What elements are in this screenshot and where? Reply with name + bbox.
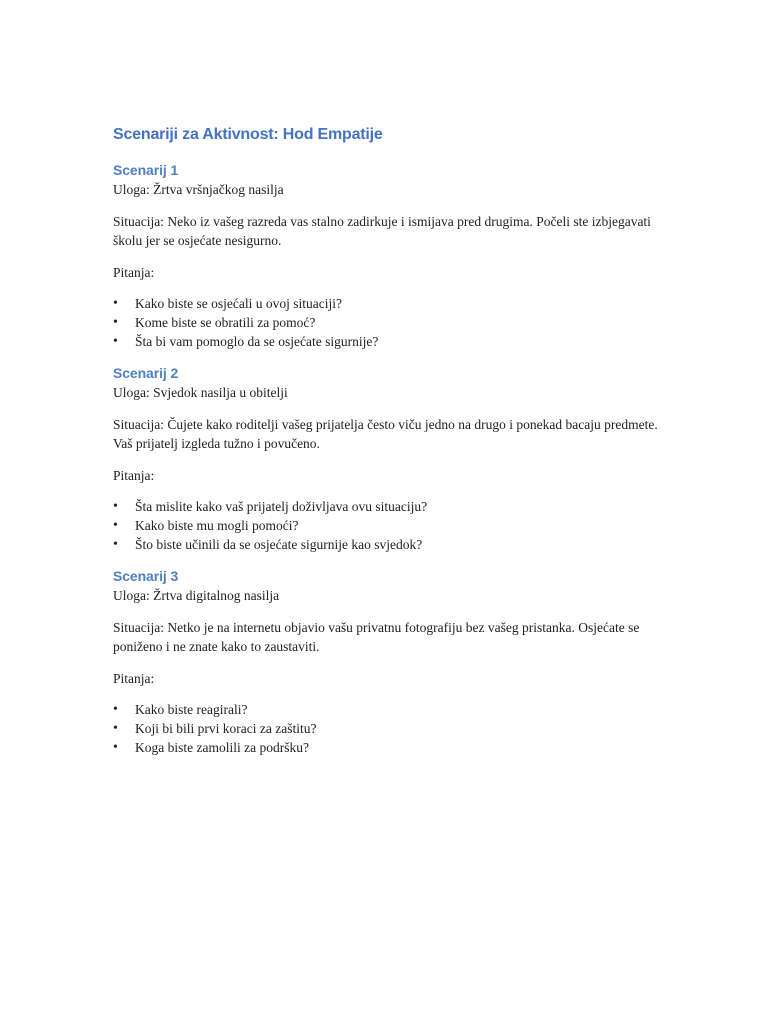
bullet-icon: • [113, 721, 118, 736]
question-text: Kako biste se osjećali u ovoj situaciji? [135, 296, 342, 311]
list-item [113, 738, 673, 757]
list-item [113, 700, 673, 719]
list-item [113, 332, 673, 351]
scenario-heading: Scenarij 3 [113, 568, 179, 584]
bullet-icon: • [113, 315, 118, 330]
questions-list [113, 700, 673, 757]
scenario-situation: Situacija: Netko je na internetu objavio vašu privatnu fotografiju bez vašeg pristanka. Osjećate se poniženo i ne znate kako to zaustaviti. [113, 620, 640, 654]
scenario-heading: Scenarij 2 [113, 365, 179, 381]
questions-label: Pitanja: [113, 671, 155, 686]
bullet-icon: • [113, 702, 118, 717]
questions-label: Pitanja: [113, 468, 155, 483]
bullet-icon: • [113, 518, 118, 533]
scenario-situation: Situacija: Neko iz vašeg razreda vas stalno zadirkuje i ismijava pred drugima. Počeli ste izbjegavati školu jer se osjećate nesigurno. [113, 214, 651, 248]
scenario-situation: Situacija: Čujete kako roditelji vašeg prijatelja često viču jedno na drugo i ponekad bacaju predmete. Vaš prijatelj izgleda tužno i povučeno. [113, 417, 658, 451]
list-item [113, 719, 673, 738]
scenario-1 [113, 160, 673, 351]
document-page [113, 124, 673, 769]
question-text: Kako biste mu mogli pomoći? [135, 518, 299, 533]
question-text: Kako biste reagirali? [135, 702, 248, 717]
question-text: Što biste učinili da se osjećate sigurnije kao svjedok? [135, 537, 423, 552]
scenario-role: Uloga: Svjedok nasilja u obitelji [113, 385, 288, 400]
scenario-role: Uloga: Žrtva vršnjačkog nasilja [113, 182, 284, 197]
list-item [113, 313, 673, 332]
bullet-icon: • [113, 499, 118, 514]
questions-label: Pitanja: [113, 265, 155, 280]
questions-list [113, 294, 673, 351]
bullet-icon: • [113, 740, 118, 755]
questions-list [113, 497, 673, 554]
question-text: Šta mislite kako vaš prijatelj doživljava ovu situaciju? [135, 499, 428, 514]
scenario-role: Uloga: Žrtva digitalnog nasilja [113, 588, 280, 603]
question-text: Koga biste zamolili za podršku? [135, 740, 309, 755]
question-text: Koji bi bili prvi koraci za zaštitu? [135, 721, 317, 736]
scenario-heading: Scenarij 1 [113, 162, 179, 178]
list-item [113, 516, 673, 535]
list-item [113, 497, 673, 516]
scenario-2 [113, 363, 673, 554]
question-text: Kome biste se obratili za pomoć? [135, 315, 316, 330]
question-text: Šta bi vam pomoglo da se osjećate sigurnije? [135, 334, 379, 349]
scenario-3 [113, 566, 673, 757]
bullet-icon: • [113, 537, 118, 552]
bullet-icon: • [113, 334, 118, 349]
list-item [113, 294, 673, 313]
list-item [113, 535, 673, 554]
document-title: Scenariji za Aktivnost: Hod Empatije [113, 126, 383, 143]
bullet-icon: • [113, 296, 118, 311]
